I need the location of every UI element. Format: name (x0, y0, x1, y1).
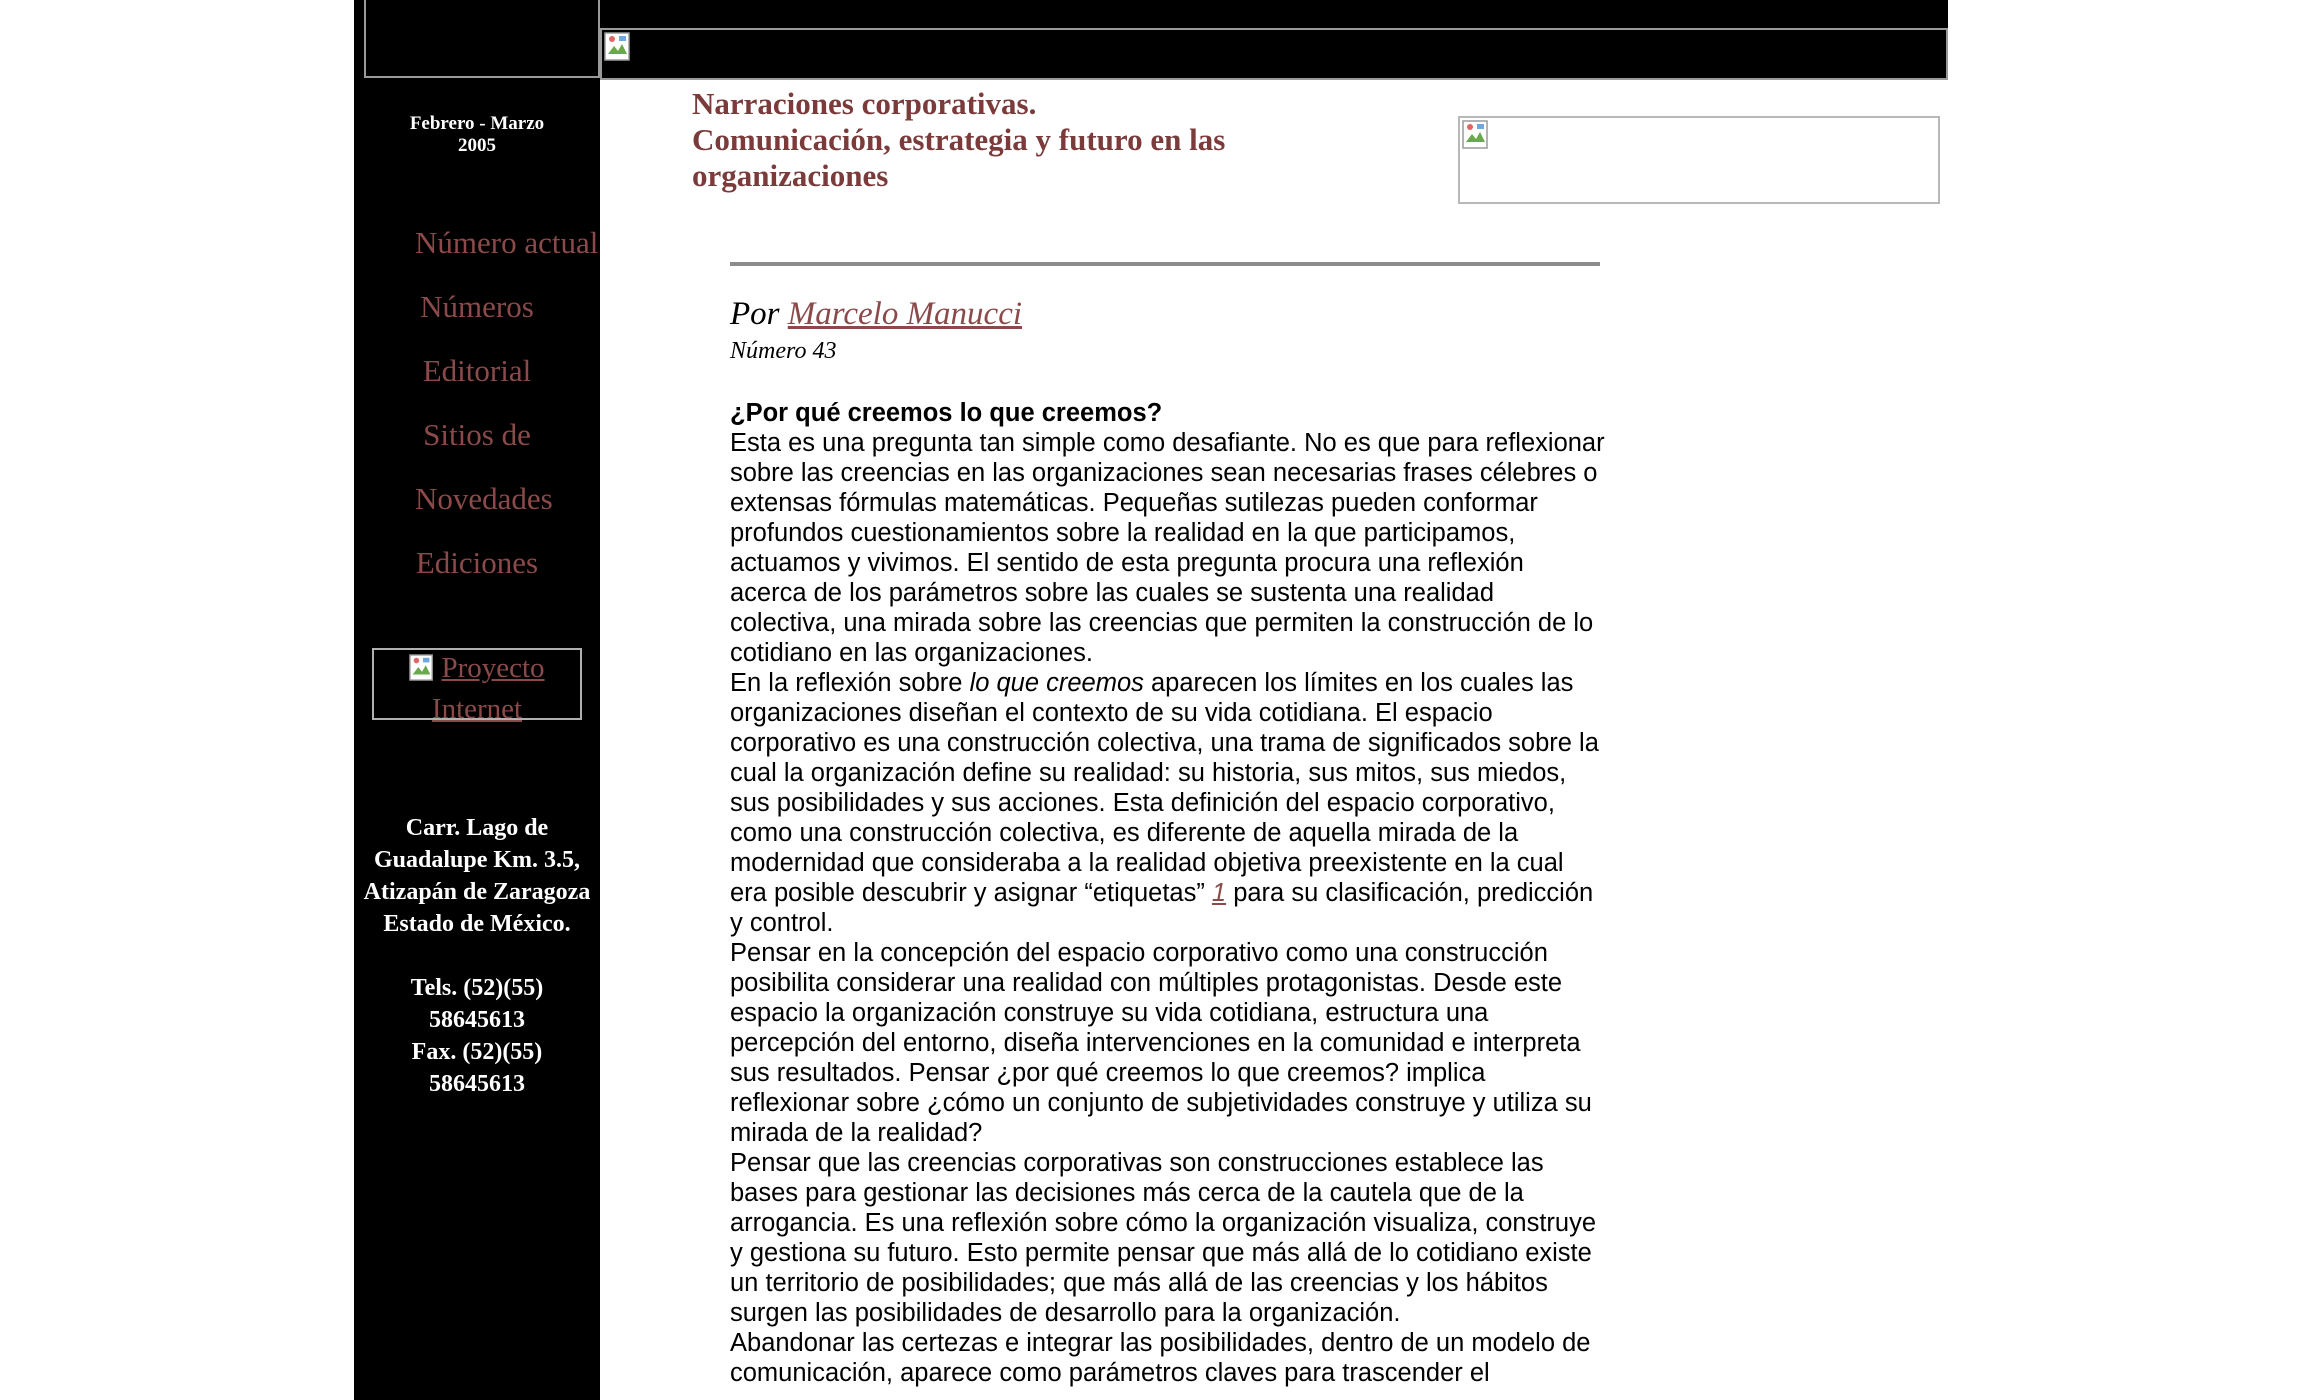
horizontal-rule (730, 262, 1600, 266)
sidebar-nav (354, 220, 600, 604)
nav-novedades[interactable]: Novedades (415, 481, 553, 516)
nav-editorial[interactable]: Editorial (422, 353, 532, 388)
title-line: Narraciones corporativas. (692, 86, 1037, 121)
author-link[interactable]: Marcelo Manucci (787, 296, 1023, 332)
top-black-bar (600, 0, 1948, 28)
broken-image-icon (409, 654, 435, 691)
title-line: organizaciones (692, 158, 889, 193)
address-line: Atizapán de Zaragoza (363, 879, 591, 905)
broken-image-icon (604, 32, 632, 62)
byline-prefix: Por (730, 296, 788, 332)
proyecto-internet-link[interactable] (372, 648, 582, 725)
section-image (1458, 116, 1940, 204)
article-paragraph: Abandonar las certezas e integrar las posibilidades, dentro de un modelo de comunicación, aparece como parámetros claves para trascender el (730, 1329, 1591, 1387)
paragraph-text: aparecen los límites en los cuales las organizaciones diseñan el contexto de su vida cotidiana. El espacio corporativo es una construcción colectiva, una trama de significados sobre la cual la organización define su realidad: su historia, sus mitos, sus miedos, sus posibilidades y sus acciones. Esta definición del espacio corporativo, como una construcción colectiva, es diferente de aquella mirada de la modernidad que consideraba a la realidad objetiva preexistente en la cual era posible descubrir y asignar “etiquetas” (730, 669, 1599, 907)
contact-address (354, 812, 600, 1100)
issue-date (354, 113, 600, 157)
logo-frame (364, 0, 600, 78)
article-paragraph: Pensar en la concepción del espacio corporativo como una construcción posibilita considerar una realidad con múltiples protagonistas. Desde este espacio la organización construye su vida cotidiana, estructura una percepción del entorno, diseña intervenciones en la comunidad e interpreta sus resultados. Pensar ¿por qué creemos lo que creemos? implica reflexionar sobre ¿cómo un conjunto de subjetividades construye y utiliza su mirada de la realidad? (730, 939, 1592, 1147)
paragraph-text: para su clasificación, predicción y control. (730, 879, 1594, 937)
broken-image-icon (1462, 120, 1490, 150)
nav-ediciones[interactable]: Ediciones (415, 545, 539, 580)
header-banner (600, 28, 1948, 80)
article-paragraph: Esta es una pregunta tan simple como desafiante. No es que para reflexionar sobre las creencias en las organizaciones sean necesarias frases célebres o extensas fórmulas matemáticas. Pequeñas sutilezas pueden conformar profundos cuestionamientos sobre la realidad en la que participamos, actuamos y vivimos. El sentido de esta pregunta procura una reflexión acerca de los parámetros sobre las cuales se sustenta una realidad colectiva, una mirada sobre las creencias que permiten la construcción de lo cotidiano en las organizaciones. (730, 429, 1605, 667)
issue-date-year: 2005 (458, 135, 496, 156)
paragraph-text: En la reflexión sobre (730, 669, 970, 697)
byline (730, 294, 1022, 334)
title-line: Comunicación, estrategia y futuro en las (692, 122, 1226, 157)
phone-label: Tels. (52)(55) (410, 975, 544, 1001)
nav-numero-actual[interactable]: Número actual (415, 225, 599, 260)
nav-numeros[interactable]: Números (420, 289, 534, 324)
fax-label: Fax. (52)(55) (411, 1039, 543, 1065)
nav-sitios[interactable]: Sitios de (423, 417, 531, 452)
address-line: Carr. Lago de (405, 815, 549, 841)
footnote-link[interactable]: 1 (1211, 879, 1227, 907)
issue-date-months: Febrero - Marzo (409, 113, 545, 134)
address-line: Estado de México. (383, 911, 571, 937)
fax-number: 58645613 (429, 1071, 525, 1097)
emphasis-text: lo que creemos (969, 669, 1144, 697)
article-paragraph (730, 668, 1605, 938)
article-question: ¿Por qué creemos lo que creemos? (730, 399, 1163, 427)
proyecto-internet-alt-text: Proyecto Internet (431, 652, 545, 725)
address-line: Guadalupe Km. 3.5, (373, 847, 581, 873)
article-title (692, 86, 1312, 194)
article-body (730, 398, 1605, 1388)
article-paragraph: Pensar que las creencias corporativas son construcciones establece las bases para gestionar las decisiones más cerca de la cautela que de la arrogancia. Es una reflexión sobre cómo la organización visualiza, construye y gestiona su futuro. Esto permite pensar que más allá de lo cotidiano existe un territorio de posibilidades; que más allá de las creencias y los hábitos surgen las posibilidades de desarrollo para la organización. (730, 1149, 1597, 1327)
phone-number: 58645613 (429, 1007, 525, 1033)
issue-number: Número 43 (730, 338, 837, 364)
